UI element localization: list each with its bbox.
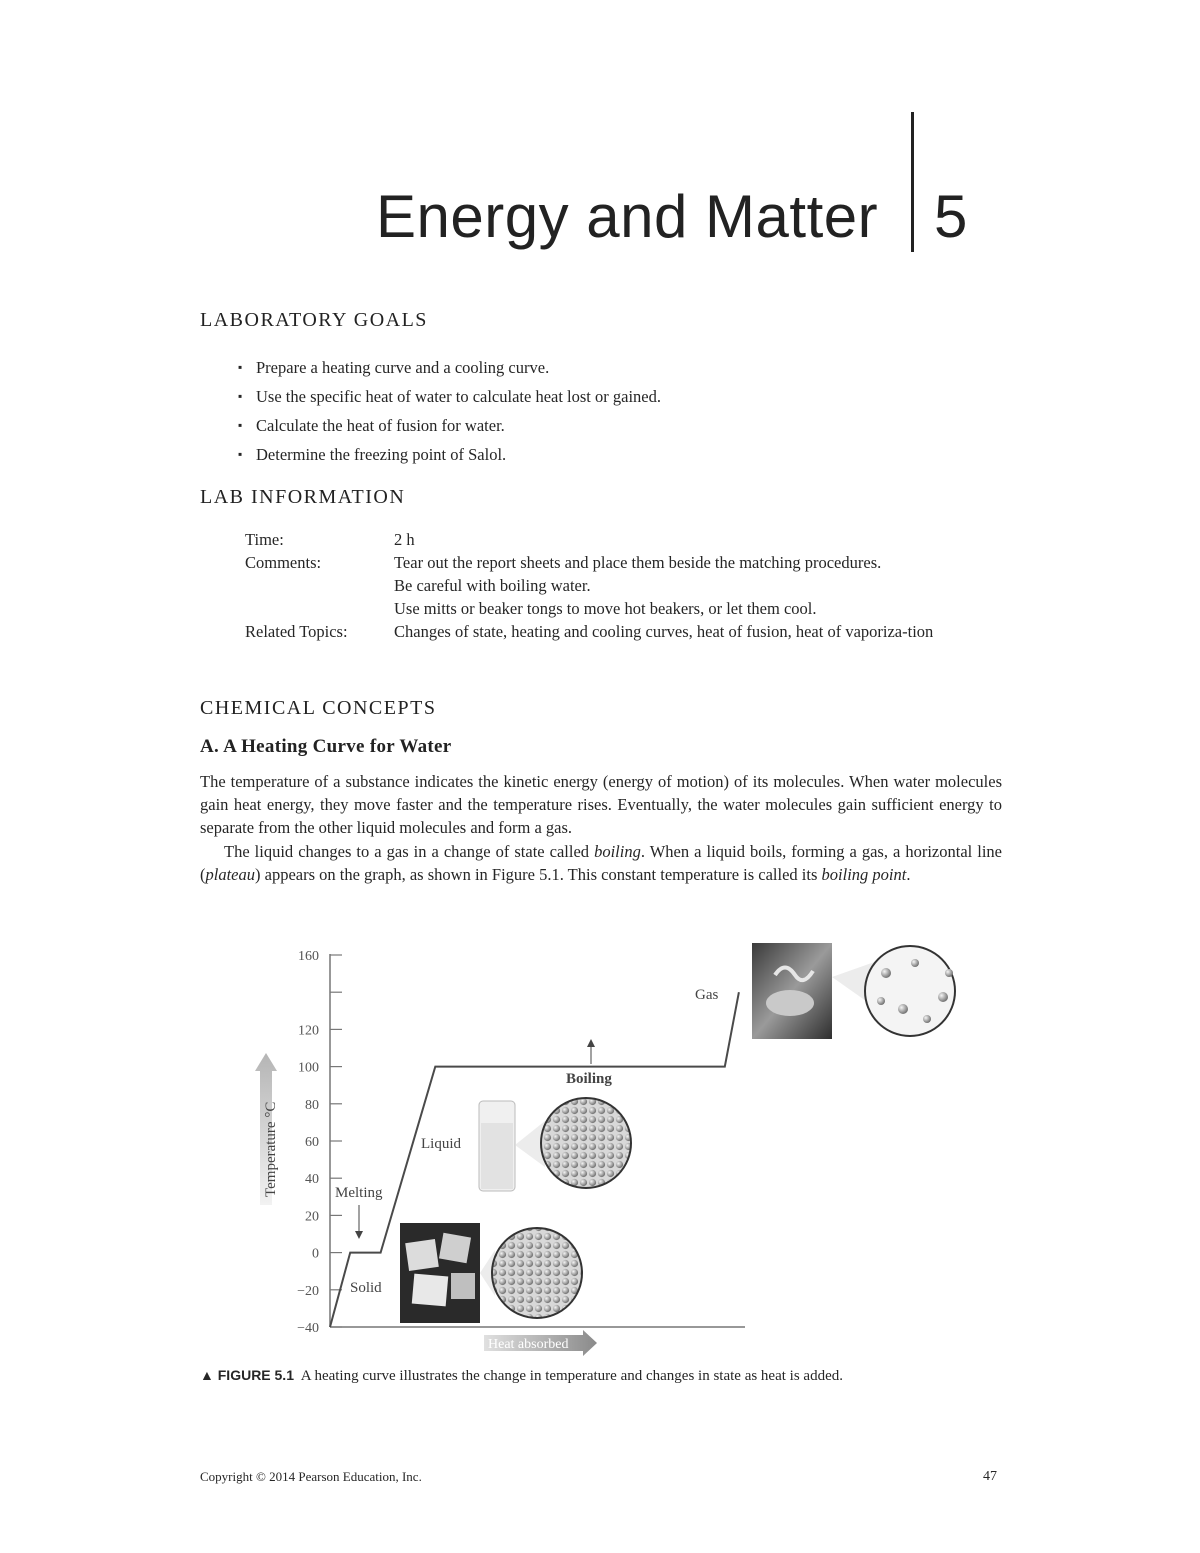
gas-illustration	[752, 943, 955, 1039]
info-row-time	[245, 528, 1006, 551]
goal-item	[238, 353, 661, 382]
goal-item	[238, 440, 661, 469]
label-boiling: Boiling	[566, 1071, 612, 1087]
page-number: 47	[983, 1469, 997, 1484]
label-melting: Melting	[335, 1185, 383, 1201]
text-run: ) appears on the graph, as shown in Figure 5.1. This constant temperature is called its	[255, 865, 822, 884]
info-row-comments	[245, 551, 1006, 620]
goal-text: Calculate the heat of fusion for water.	[256, 416, 505, 435]
text-run: .	[906, 865, 911, 884]
goal-text: Use the specific heat of water to calculate heat lost or gained.	[256, 387, 661, 406]
goals-list	[238, 353, 661, 469]
label-liquid: Liquid	[421, 1136, 461, 1152]
term-plateau: plateau	[205, 865, 255, 884]
bullet-icon: ▪	[238, 418, 243, 432]
copyright-notice: Copyright © 2014 Pearson Education, Inc.	[200, 1469, 422, 1484]
figure-label: ▲ FIGURE 5.1	[200, 1367, 294, 1383]
comment-line: Be careful with boiling water.	[394, 576, 591, 595]
comments-value	[394, 551, 1004, 620]
bullet-icon: ▪	[238, 389, 243, 403]
y-axis-ticks	[297, 949, 342, 1336]
y-tick-label: 160	[298, 949, 319, 964]
liquid-molecules-circle	[541, 1098, 631, 1188]
text-run: . When a liquid boils, forming a gas, a horizontal line (	[200, 842, 1003, 884]
chapter-title: Energy and Matter	[376, 183, 879, 250]
melting-marker	[335, 1185, 383, 1239]
y-tick-label: 100	[298, 1060, 319, 1076]
caption-text: A heating curve illustrates the change in temperature and changes in state as heat is added.	[300, 1368, 843, 1384]
lab-info-heading: LAB INFORMATION	[200, 486, 406, 508]
goals-heading: LABORATORY GOALS	[200, 309, 428, 331]
concepts-heading: CHEMICAL CONCEPTS	[200, 697, 437, 719]
comments-label: Comments:	[245, 553, 322, 572]
label-gas: Gas	[695, 987, 719, 1003]
liquid-illustration	[479, 1098, 631, 1191]
chapter-number: 5	[934, 183, 968, 250]
chapter-divider	[911, 112, 914, 252]
term-boiling-point: boiling point	[821, 865, 907, 884]
comment-line: Use mitts or beaker tongs to move hot beakers, or let them cool.	[394, 599, 817, 618]
label-solid: Solid	[350, 1280, 382, 1296]
boiling-arrow-icon	[587, 1039, 595, 1047]
paragraph-kinetic-energy: The temperature of a substance indicates the kinetic energy (energy of motion) of its molecules. When water molecules gain heat energy, they move faster and the temperature rises. Eventually, the water molecules gain sufficient energy to separate from the other liquid molecules and form a gas.	[200, 772, 1002, 837]
y-tick-label: −20	[297, 1283, 319, 1299]
figure-caption	[200, 1367, 843, 1385]
y-tick-label: 80	[305, 1097, 319, 1113]
y-tick-label: 40	[305, 1172, 319, 1188]
goal-item	[238, 411, 661, 440]
solid-molecules-circle	[492, 1228, 582, 1318]
y-tick-label: 20	[305, 1209, 319, 1225]
bullet-icon: ▪	[238, 447, 243, 461]
topics-value: Changes of state, heating and cooling curves, heat of fusion, heat of vaporiza-tion	[394, 622, 934, 641]
time-label: Time:	[245, 530, 284, 549]
paragraph-boiling	[200, 840, 1002, 886]
info-row-topics	[245, 620, 1006, 643]
gas-molecules-circle	[865, 946, 955, 1036]
x-axis-title: Heat absorbed	[488, 1337, 569, 1352]
y-tick-label: 0	[312, 1246, 319, 1262]
subheading-heating-curve: A. A Heating Curve for Water	[200, 736, 452, 757]
topics-label: Related Topics:	[245, 622, 348, 641]
lab-info-table	[245, 528, 1006, 643]
y-tick-label: 60	[305, 1135, 319, 1150]
comment-line: Tear out the report sheets and place them beside the matching procedures.	[394, 553, 882, 572]
heating-curve-chart	[255, 935, 975, 1360]
goal-text: Prepare a heating curve and a cooling curve.	[256, 358, 550, 377]
text-run: The liquid changes to a gas in a change of state called	[224, 842, 595, 861]
time-value: 2 h	[394, 530, 415, 549]
y-tick-label: −40	[297, 1321, 319, 1336]
boiling-marker	[566, 1039, 612, 1087]
y-tick-label: 120	[298, 1023, 319, 1039]
term-boiling: boiling	[594, 842, 641, 861]
goal-text: Determine the freezing point of Salol.	[256, 445, 507, 464]
y-axis-title: Temperature °C	[263, 1101, 279, 1197]
solid-illustration	[400, 1223, 582, 1323]
y-axis-label	[255, 1053, 279, 1205]
bullet-icon: ▪	[238, 360, 243, 374]
melting-arrow-icon	[355, 1231, 363, 1239]
goal-item	[238, 382, 661, 411]
x-axis-label	[484, 1330, 597, 1356]
